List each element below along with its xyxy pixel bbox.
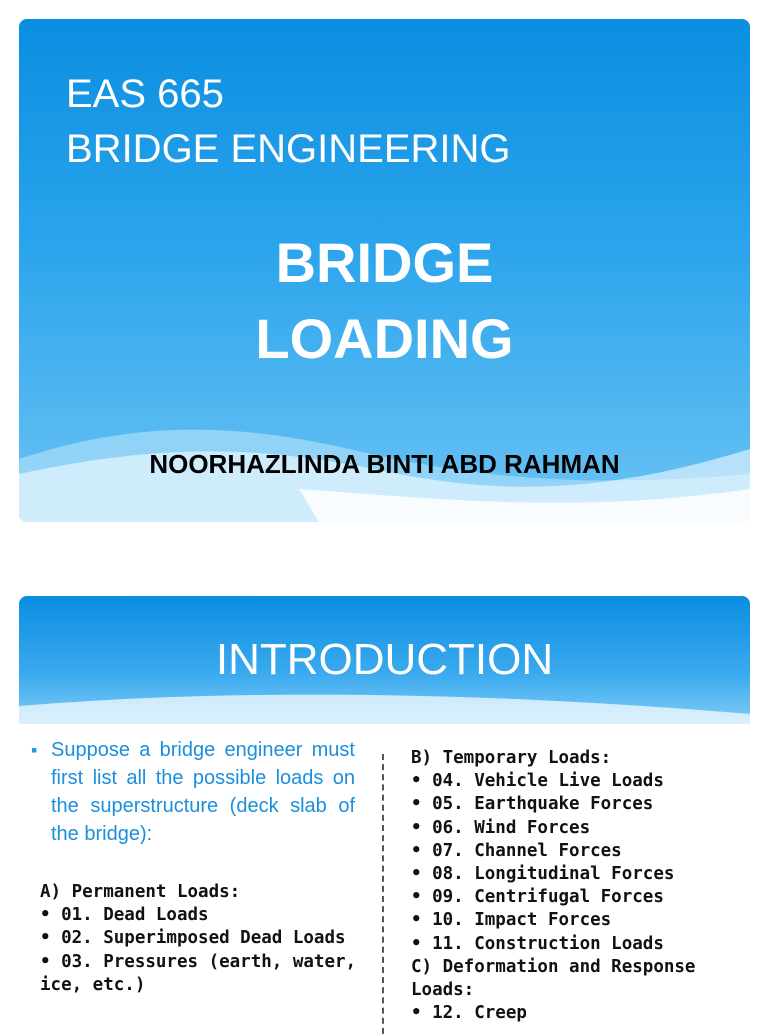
author-name: NOORHAZLINDA BINTI ABD RAHMAN [149,449,620,479]
column-divider [382,754,384,1036]
permanent-loads-list [40,881,370,997]
list-item: • 11. Construction Loads [411,933,664,954]
intro-bullet-text: Suppose a bridge engineer must first list all the possible loads on the superstructure (deck slab of the bridge): [51,739,355,845]
permanent-loads-heading: A) Permanent Loads: [40,882,241,902]
square-bullet-icon: ▪ [31,740,38,760]
temporary-loads-heading: B) Temporary Loads: [411,748,612,768]
title-line-2: LOADING [255,307,514,370]
deformation-loads-heading: C) Deformation and Response Loads: [411,956,707,1001]
title-slide [19,19,750,522]
course-heading [66,67,511,177]
list-item: • 02. Superimposed Dead Loads [40,928,346,949]
list-item: • 03. Pressures (earth, water, ice, etc.) [40,951,367,995]
temporary-loads-list [411,747,741,1025]
title-line-1: BRIDGE [275,231,494,294]
slide-header-band [19,596,750,724]
list-item: • 06. Wind Forces [411,817,591,838]
list-item: • 04. Vehicle Live Loads [411,771,664,792]
list-item: • 05. Earthquake Forces [411,794,654,815]
slide-heading: INTRODUCTION [215,635,554,684]
slide-title [19,225,750,377]
course-name: BRIDGE ENGINEERING [66,127,511,171]
list-item: • 09. Centrifugal Forces [411,887,664,908]
list-item: • 10. Impact Forces [411,910,612,931]
list-item: • 08. Longitudinal Forces [411,864,675,885]
list-item: • 12. Creep [411,1003,527,1024]
list-item: • 07. Channel Forces [411,840,622,861]
course-code: EAS 665 [66,72,224,116]
introduction-slide [19,596,750,1036]
list-item: • 01. Dead Loads [40,905,209,926]
